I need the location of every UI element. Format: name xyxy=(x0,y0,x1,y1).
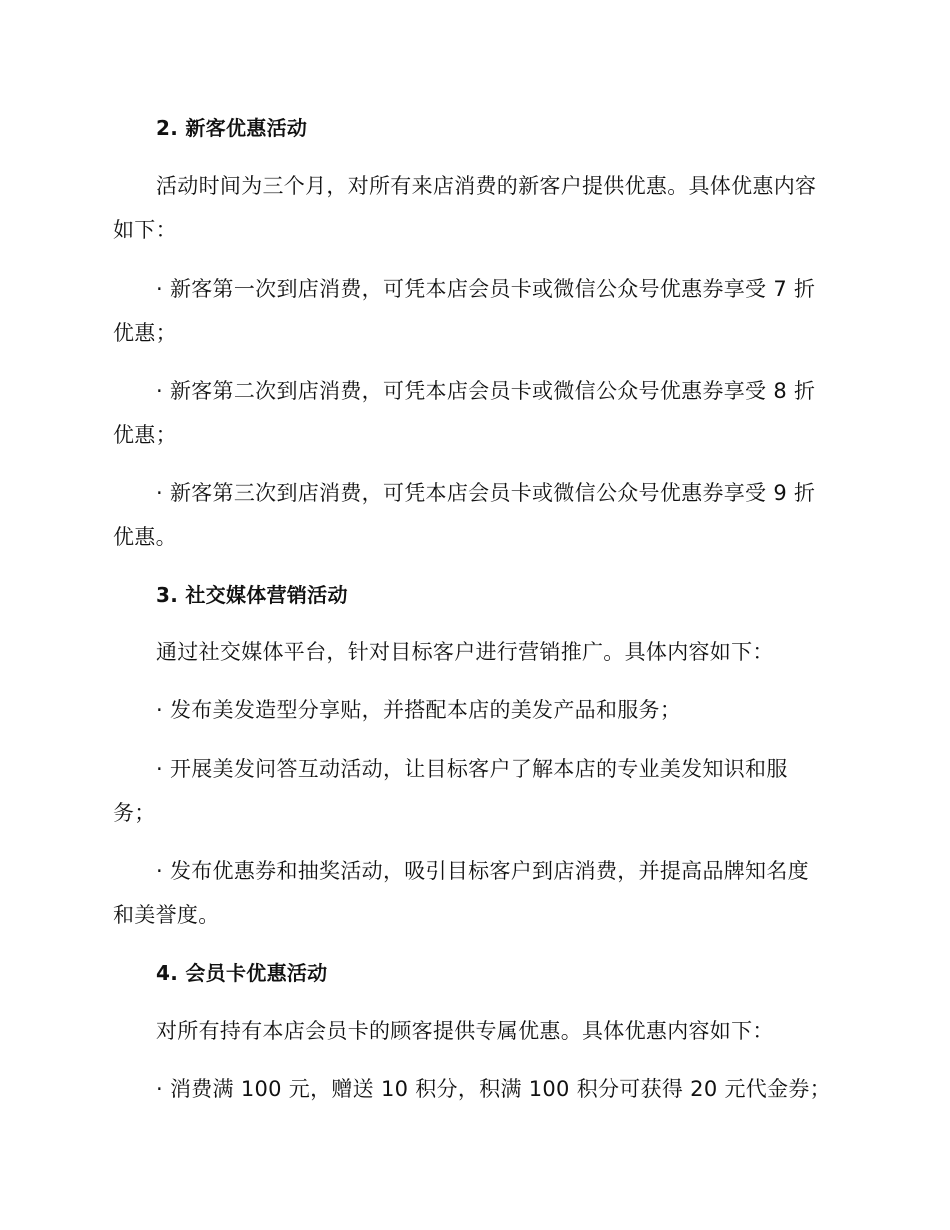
list-item-2-3-line-1: · 新客第三次到店消费，可凭本店会员卡或微信公众号优惠券享受 9 折 xyxy=(156,481,816,505)
section-intro-4: 对所有持有本店会员卡的顾客提供专属优惠。具体优惠内容如下： xyxy=(156,1019,774,1043)
section-intro-3: 通过社交媒体平台，针对目标客户进行营销推广。具体内容如下： xyxy=(156,640,774,664)
section-heading-3: 3. 社交媒体营销活动 xyxy=(156,583,348,607)
list-item-2-3-line-2: 优惠。 xyxy=(113,525,177,549)
list-item-3-3-line-2: 和美誉度。 xyxy=(113,903,220,927)
section-intro-2-line-2: 如下： xyxy=(113,218,177,242)
list-item-3-2-line-2: 务； xyxy=(113,801,156,825)
list-item-2-1-line-1: · 新客第一次到店消费，可凭本店会员卡或微信公众号优惠券享受 7 折 xyxy=(156,277,816,301)
list-item-3-1: · 发布美发造型分享贴，并搭配本店的美发产品和服务； xyxy=(156,698,682,722)
list-item-4-1: · 消费满 100 元，赠送 10 积分，积满 100 积分可获得 20 元代金券； xyxy=(156,1077,831,1101)
list-item-3-2-line-1: · 开展美发问答互动活动，让目标客户了解本店的专业美发知识和服 xyxy=(156,757,788,781)
list-item-3-3-line-1: · 发布优惠券和抽奖活动，吸引目标客户到店消费，并提高品牌知名度 xyxy=(156,859,809,883)
list-item-2-2-line-1: · 新客第二次到店消费，可凭本店会员卡或微信公众号优惠券享受 8 折 xyxy=(156,379,816,403)
section-heading-4: 4. 会员卡优惠活动 xyxy=(156,961,328,985)
section-heading-2: 2. 新客优惠活动 xyxy=(156,116,308,140)
list-item-2-2-line-2: 优惠； xyxy=(113,423,177,447)
section-intro-2-line-1: 活动时间为三个月，对所有来店消费的新客户提供优惠。具体优惠内容 xyxy=(156,174,817,198)
list-item-2-1-line-2: 优惠； xyxy=(113,321,177,345)
